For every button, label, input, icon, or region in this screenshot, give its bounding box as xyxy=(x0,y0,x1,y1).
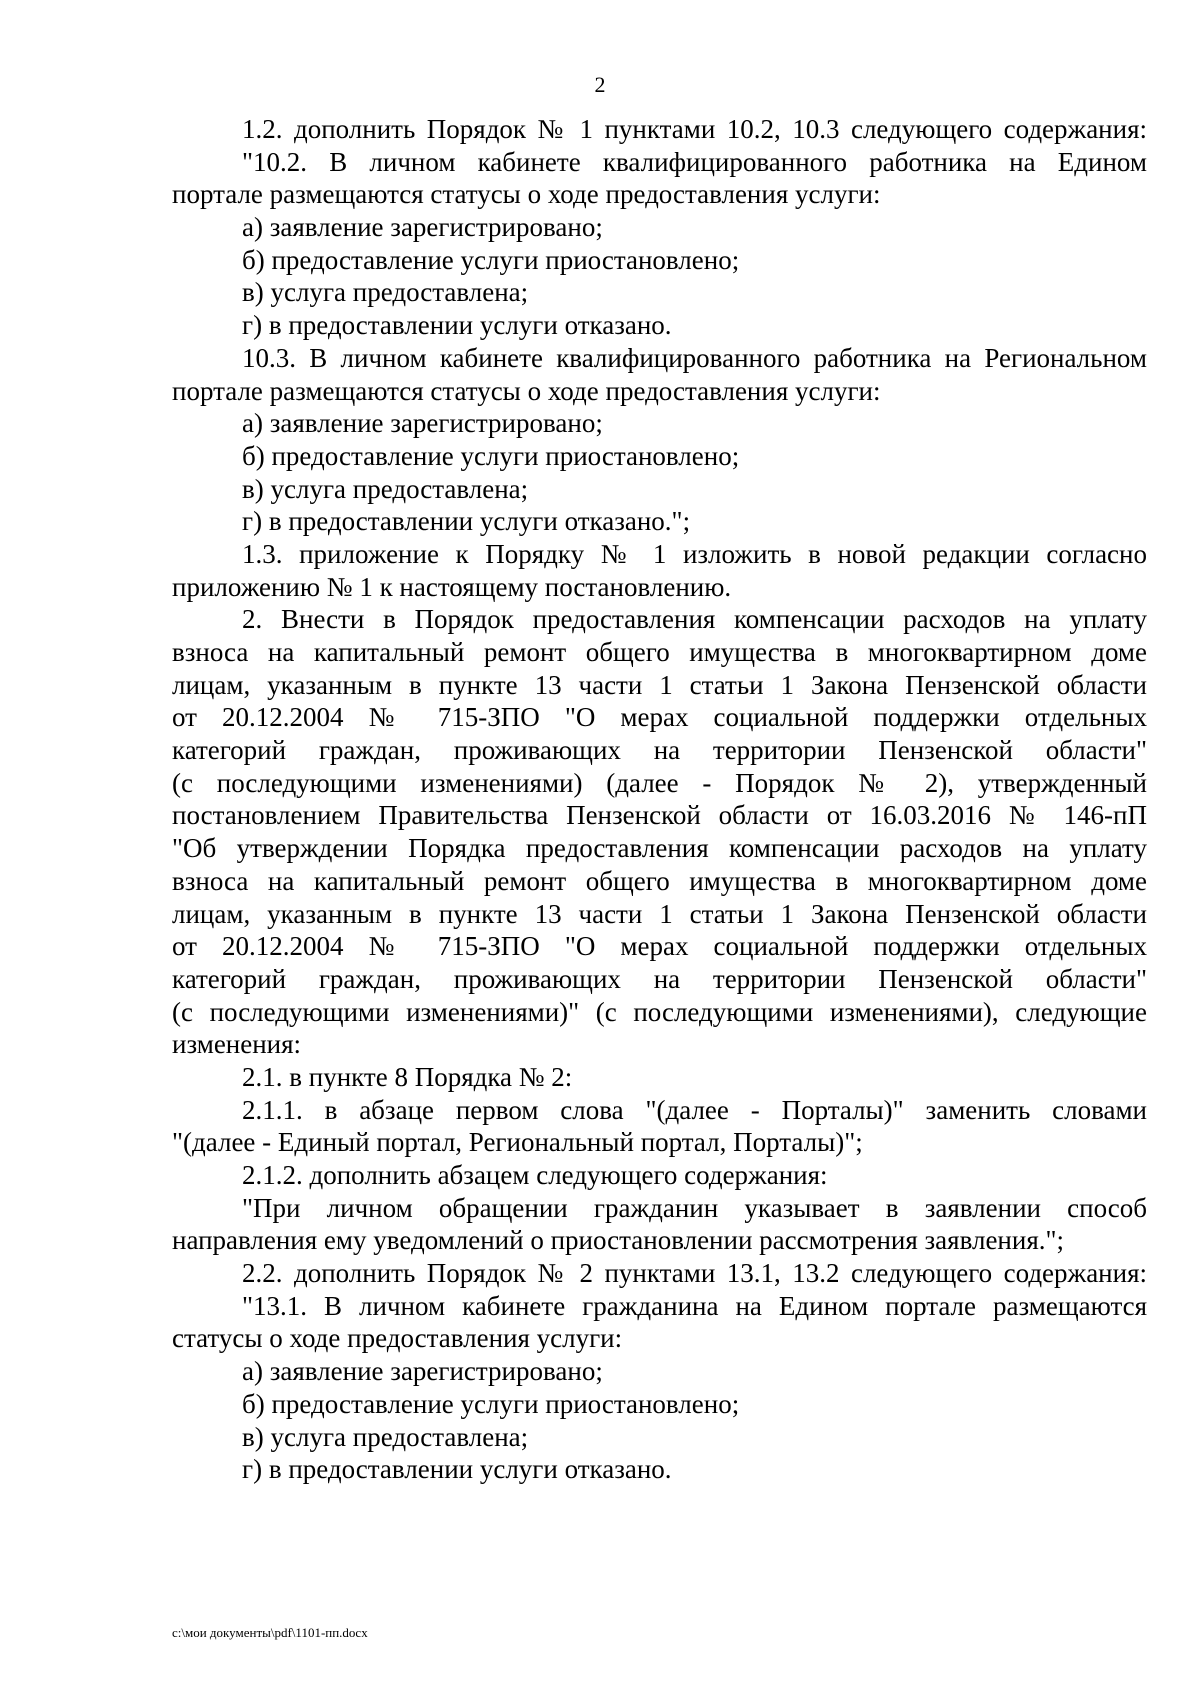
text-line: от 20.12.2004 № 715-ЗПО "О мерах социальной поддержки отдельных xyxy=(172,931,1147,962)
text-line: "(далее - Единый портал, Региональный портал, Порталы)"; xyxy=(172,1127,863,1158)
text-line: б) предоставление услуги приостановлено; xyxy=(242,440,740,471)
text-line: "При личном обращении гражданин указывает в заявлении способ xyxy=(242,1192,1147,1223)
text-line: "10.2. В личном кабинете квалифицированного работника на Едином xyxy=(242,146,1147,177)
text-line: а) заявление зарегистрировано; xyxy=(242,408,603,439)
text-line: 1.2. дополнить Порядок № 1 пунктами 10.2, 10.3 следующего содержания: xyxy=(242,114,1147,144)
text-line: категорий граждан, проживающих на территории Пензенской области" xyxy=(172,963,1147,994)
text-line: 1.3. приложение к Порядку № 1 изложить в новой редакции согласно xyxy=(242,538,1147,569)
text-line: лицам, указанным в пункте 13 части 1 статьи 1 Закона Пензенской области xyxy=(172,898,1147,929)
text-line: статусы о ходе предоставления услуги: xyxy=(172,1323,623,1354)
text-line: 2.1.2. дополнить абзацем следующего содержания: xyxy=(242,1160,828,1190)
text-line: (с последующими изменениями) (далее - Порядок № 2), утвержденный xyxy=(172,767,1147,798)
text-line: категорий граждан, проживающих на территории Пензенской области" xyxy=(172,735,1147,766)
text-line: г) в предоставлении услуги отказано."; xyxy=(242,506,691,537)
text-line: приложению № 1 к настоящему постановлению. xyxy=(172,571,732,602)
text-line: г) в предоставлении услуги отказано. xyxy=(242,1454,672,1485)
text-line: 2.1.1. в абзаце первом слова "(далее - Порталы)" заменить словами xyxy=(242,1094,1147,1125)
text-line: б) предоставление услуги приостановлено; xyxy=(242,1388,740,1419)
text-line: 10.3. В личном кабинете квалифицированного работника на Региональном xyxy=(242,342,1147,373)
text-line: 2.1. в пункте 8 Порядка № 2: xyxy=(242,1061,573,1092)
text-line: лицам, указанным в пункте 13 части 1 статьи 1 Закона Пензенской области xyxy=(172,669,1147,700)
text-line: постановлением Правительства Пензенской области от 16.03.2016 № 146-пП xyxy=(172,800,1147,831)
text-line: г) в предоставлении услуги отказано. xyxy=(242,310,672,341)
text-line: взноса на капитальный ремонт общего имущества в многоквартирном доме xyxy=(172,637,1147,667)
text-line: в) услуга предоставлена; xyxy=(242,277,529,308)
text-line: а) заявление зарегистрировано; xyxy=(242,1356,603,1387)
text-line: портале размещаются статусы о ходе предоставления услуги: xyxy=(172,179,881,210)
text-line: взноса на капитальный ремонт общего имущества в многоквартирном доме xyxy=(172,865,1147,896)
text-line: в) услуга предоставлена; xyxy=(242,1421,529,1452)
text-line: б) предоставление услуги приостановлено; xyxy=(242,244,740,275)
text-line: 2. Внести в Порядок предоставления компенсации расходов на уплату xyxy=(242,604,1147,635)
text-line: "Об утверждении Порядка предоставления компенсации расходов на уплату xyxy=(172,833,1147,864)
page-number: 2 xyxy=(594,72,606,97)
document-body xyxy=(172,113,1147,1486)
text-line: "13.1. В личном кабинете гражданина на Едином портале размещаются xyxy=(242,1290,1147,1321)
text-line: 2.2. дополнить Порядок № 2 пунктами 13.1, 13.2 следующего содержания: xyxy=(242,1258,1147,1289)
text-line: (с последующими изменениями)" (с последующими изменениями), следующие xyxy=(172,996,1147,1027)
text-line: портале размещаются статусы о ходе предоставления услуги: xyxy=(172,375,881,406)
text-line: направления ему уведомлений о приостановлении рассмотрения заявления."; xyxy=(172,1225,1065,1256)
text-line: в) услуга предоставлена; xyxy=(242,473,529,504)
text-line: а) заявление зарегистрировано; xyxy=(242,212,603,243)
text-line: от 20.12.2004 № 715-ЗПО "О мерах социальной поддержки отдельных xyxy=(172,702,1147,733)
file-path-footer: c:\мои документы\pdf\1101-пп.docx xyxy=(172,1625,368,1640)
text-line: изменения: xyxy=(172,1029,302,1060)
